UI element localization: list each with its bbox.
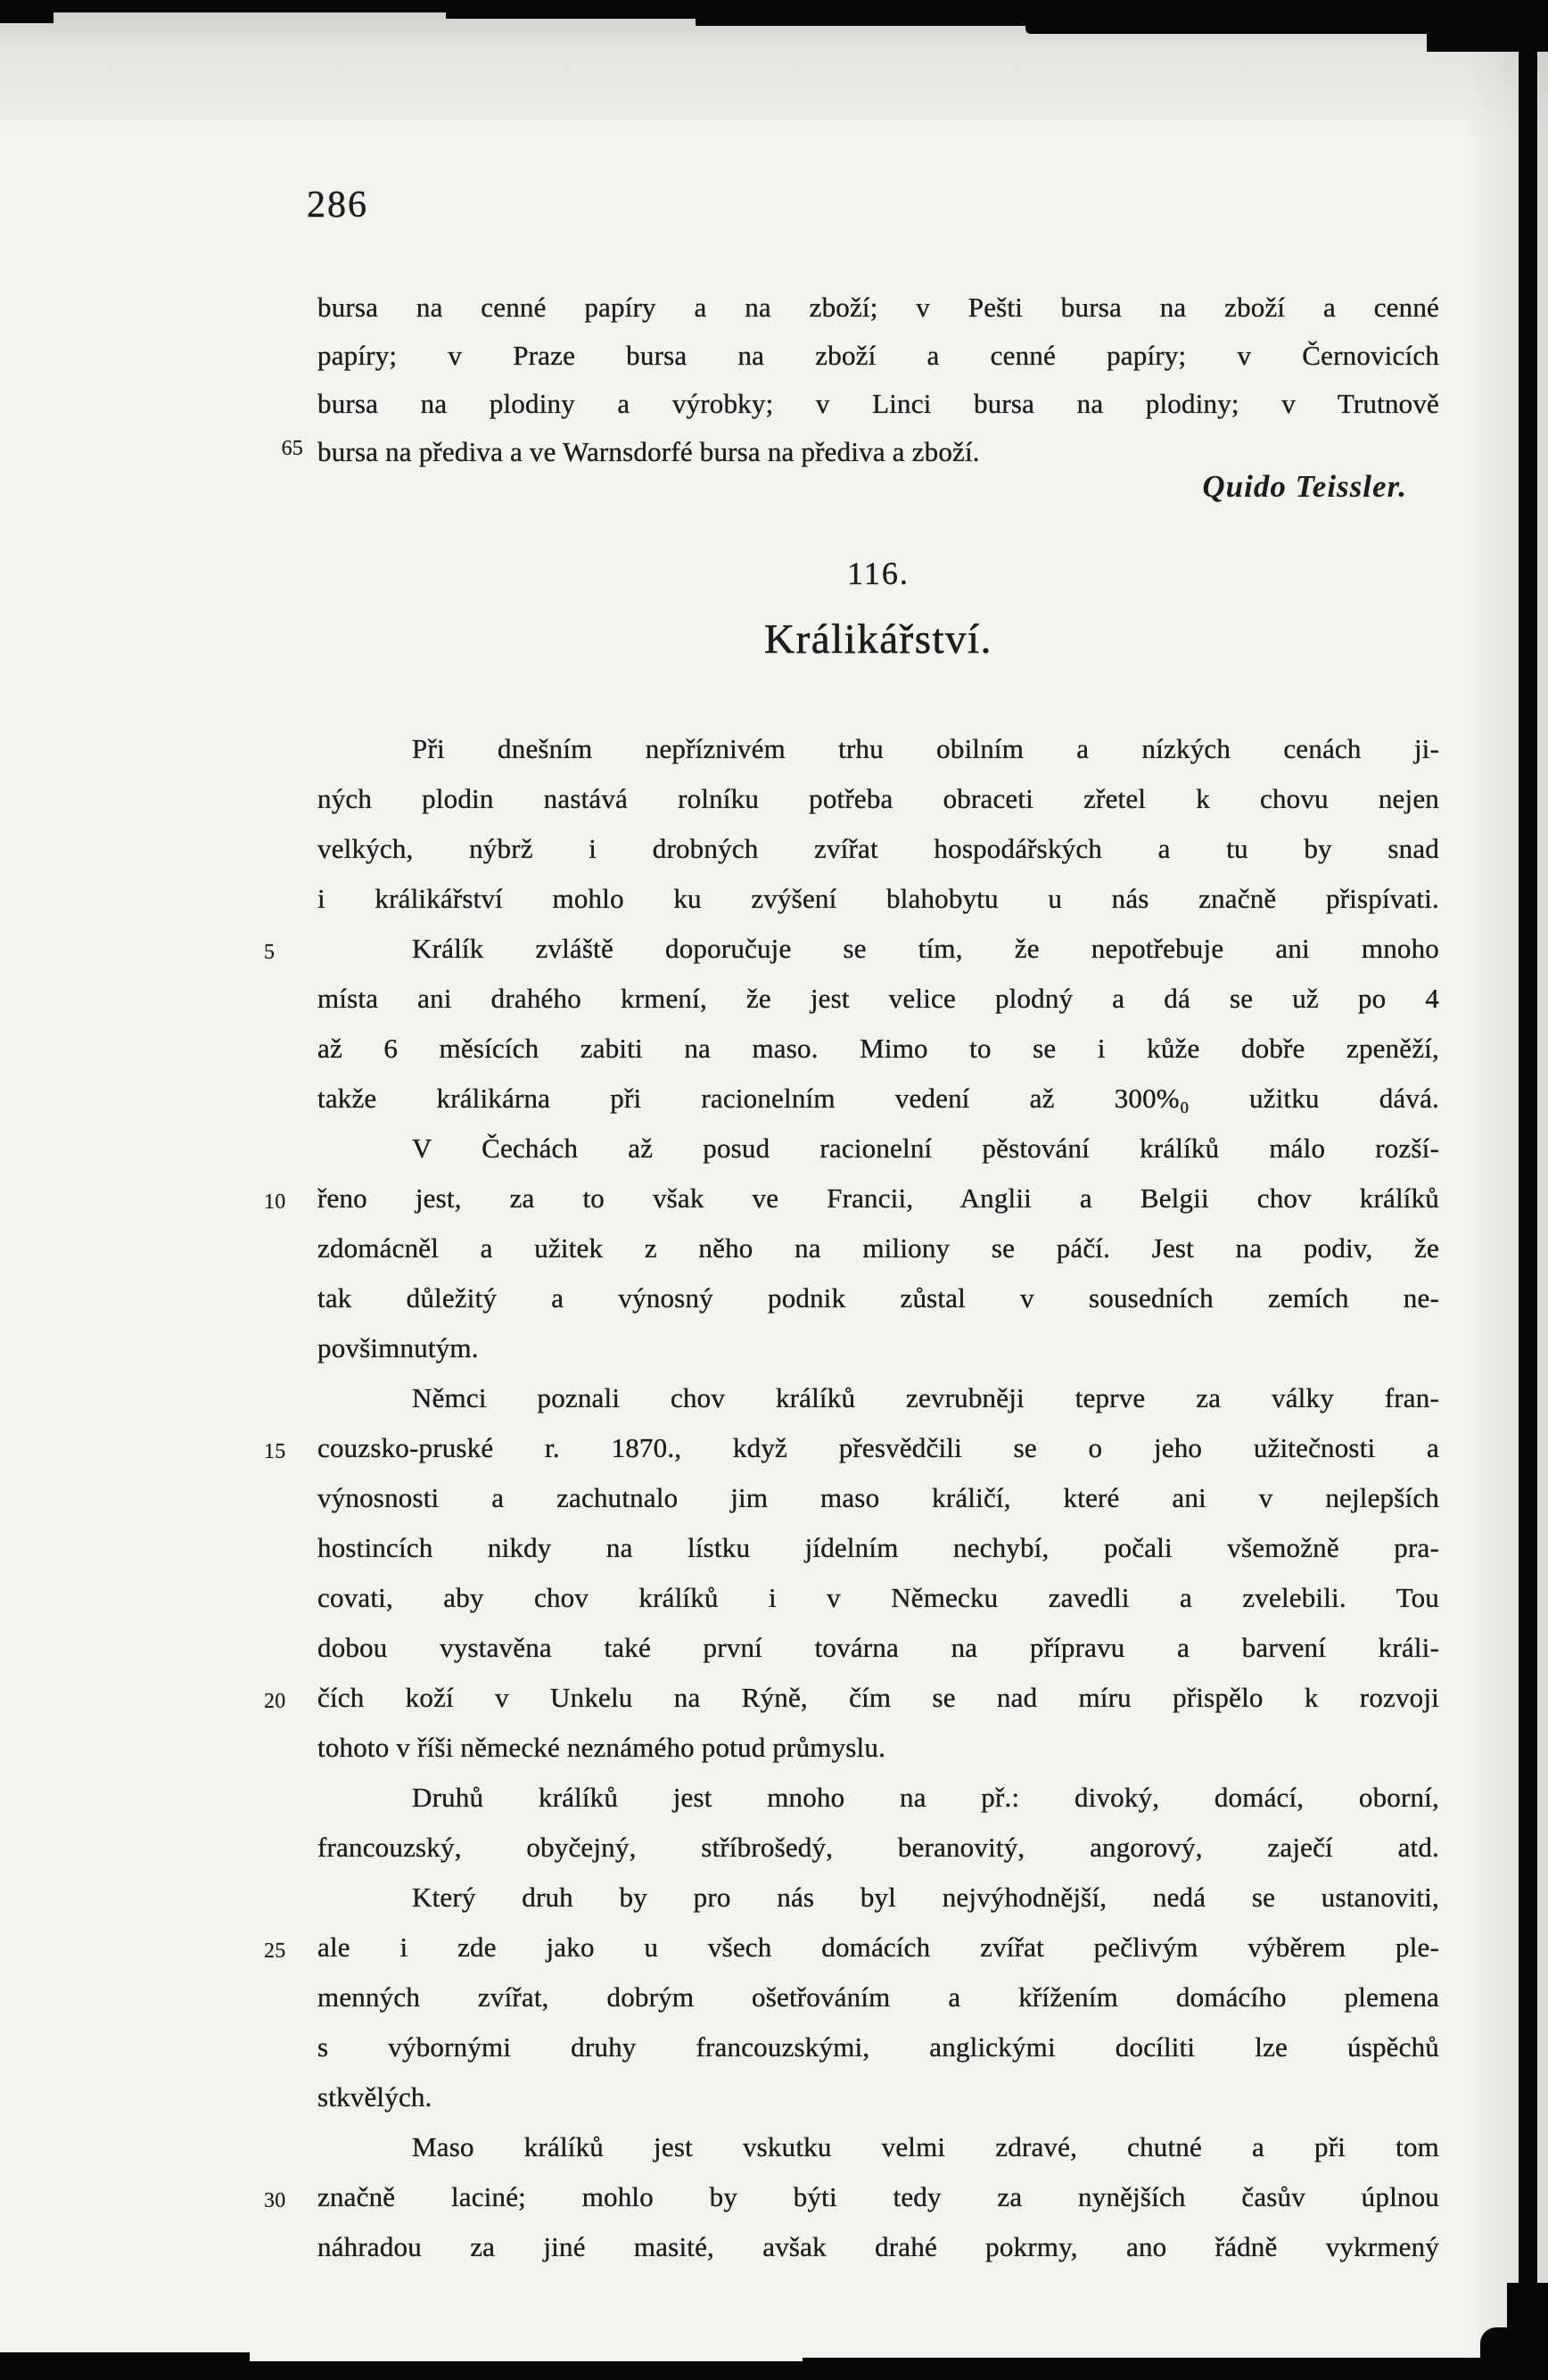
text-line: 65 bursa na přediva a ve Warnsdorfé bursa na přediva a zboží. — [317, 428, 1439, 476]
text-line: i králikářství mohlo ku zvýšení blahobytu u nás značně přispívati. — [317, 883, 1439, 914]
scan-edge-bottom-right — [803, 2358, 1548, 2380]
body-text — [264, 724, 1439, 2272]
text-line: menných zvířat, dobrým ošetřováním a křížením domácího plemena — [317, 1981, 1439, 2013]
intro-paragraph — [281, 284, 1439, 476]
text-line: Druhů králíků jest mnoho na př.: divoký, domácí, oborní, — [412, 1782, 1439, 1813]
margin-line-number: 30 — [264, 2189, 286, 2212]
text-line: stkvělých. — [317, 2081, 432, 2112]
scan-edge-bottom-corner — [1480, 2327, 1548, 2380]
margin-line-number: 10 — [264, 1190, 286, 1214]
scan-edge-top-mid — [446, 0, 696, 19]
text-line: tohoto v říši německé neznámého potud průmyslu. — [317, 1732, 886, 1763]
text-line: zdomácněl a užitek z něho na miliony se páčí. Jest na podiv, že — [317, 1232, 1439, 1264]
text-line: tak důležitý a výnosný podnik zůstal v sousedních zemích ne- — [317, 1282, 1439, 1314]
text-line: takže králikárna při racionelním vedení až 300%₀ užitku dává. — [317, 1083, 1439, 1114]
text-line: ných plodin nastává rolníku potřeba obraceti zřetel k chovu nejen — [317, 783, 1439, 814]
text-line: 20 čích koží v Unkelu na Rýně, čím se nad míru přispělo k rozvoji — [317, 1673, 1439, 1723]
text-line: s výbornými druhy francouzskými, anglickými docíliti lze úspěchů — [317, 2031, 1439, 2063]
text-line: Který druh by pro nás byl nejvýhodnější, nedá se ustanoviti, — [412, 1882, 1439, 1913]
text-line: povšimnutým. — [317, 1332, 479, 1363]
scan-edge-right — [1519, 16, 1537, 2380]
text-line: papíry; v Praze bursa na zboží a cenné papíry; v Černovicích — [317, 340, 1439, 371]
margin-line-number: 5 — [264, 941, 276, 964]
text-line: bursa na plodiny a výrobky; v Linci bursa na plodiny; v Trutnově — [317, 388, 1439, 419]
scan-edge-top-mid2 — [696, 0, 1079, 26]
text-line: 15 couzsko-pruské r. 1870., když přesvědčili se o jeho užitečnosti a — [317, 1423, 1439, 1473]
text-line: francouzský, obyčejný, stříbrošedý, beranovitý, angorový, zaječí atd. — [317, 1832, 1439, 1863]
text-line: Němci poznali chov králíků zevrubněji teprve za války fran- — [412, 1382, 1439, 1413]
text-line: výnosnosti a zachutnalo jim maso králičí, které ani v nejlepších — [317, 1482, 1439, 1513]
text-line: Maso králíků jest vskutku velmi zdravé, chutné a při tom — [412, 2131, 1439, 2162]
text-line: covati, aby chov králíků i v Německu zavedli a zvelebili. Tou — [317, 1582, 1439, 1613]
scan-edge-bottom-left — [0, 2352, 250, 2380]
margin-line-number: 15 — [264, 1440, 286, 1463]
section-number: 116. — [847, 556, 910, 591]
margin-line-number: 65 — [281, 437, 303, 460]
text-line: 30 značně laciné; mohlo by býti tedy za nynějších časův úplnou — [317, 2172, 1439, 2222]
text-line: 25 ale i zde jako u všech domácích zvířat pečlivým výběrem ple- — [317, 1923, 1439, 1972]
page-number: 286 — [307, 185, 368, 226]
margin-line-number: 25 — [264, 1939, 286, 1963]
text-line: velkých, nýbrž i drobných zvířat hospodářských a tu by snad — [317, 833, 1439, 864]
text-line: bursa na cenné papíry a na zboží; v Pešti bursa na zboží a cenné — [317, 292, 1439, 323]
text-line: 5 Králík zvláště doporučuje se tím, že nepotřebuje ani mnoho — [317, 924, 1439, 974]
author-signature: Quido Teissler. — [1202, 469, 1407, 504]
scan-edge-top-left — [0, 0, 54, 23]
text-line: až 6 měsících zabiti na maso. Mimo to se i kůže dobře zpeněží, — [317, 1033, 1439, 1064]
text-line: 10 řeno jest, za to však ve Francii, Anglii a Belgii chov králíků — [317, 1174, 1439, 1223]
text-line: Při dnešním nepříznivém trhu obilním a nízkých cenách ji- — [412, 733, 1439, 764]
text-line: hostincích nikdy na lístku jídelním nechybí, počali všemožně pra- — [317, 1532, 1439, 1563]
text-line: dobou vystavěna také první továrna na přípravu a barvení králi- — [317, 1632, 1439, 1663]
text-line: náhradou za jiné masité, avšak drahé pokrmy, ano řádně vykrmený — [317, 2231, 1439, 2262]
text-line: místa ani drahého krmení, že jest velice plodný a dá se už po 4 — [317, 983, 1439, 1014]
section-title: Králikářství. — [764, 616, 992, 663]
margin-line-number: 20 — [264, 1690, 286, 1713]
text-line: V Čechách až posud racionelní pěstování králíků málo rozší- — [412, 1132, 1439, 1164]
